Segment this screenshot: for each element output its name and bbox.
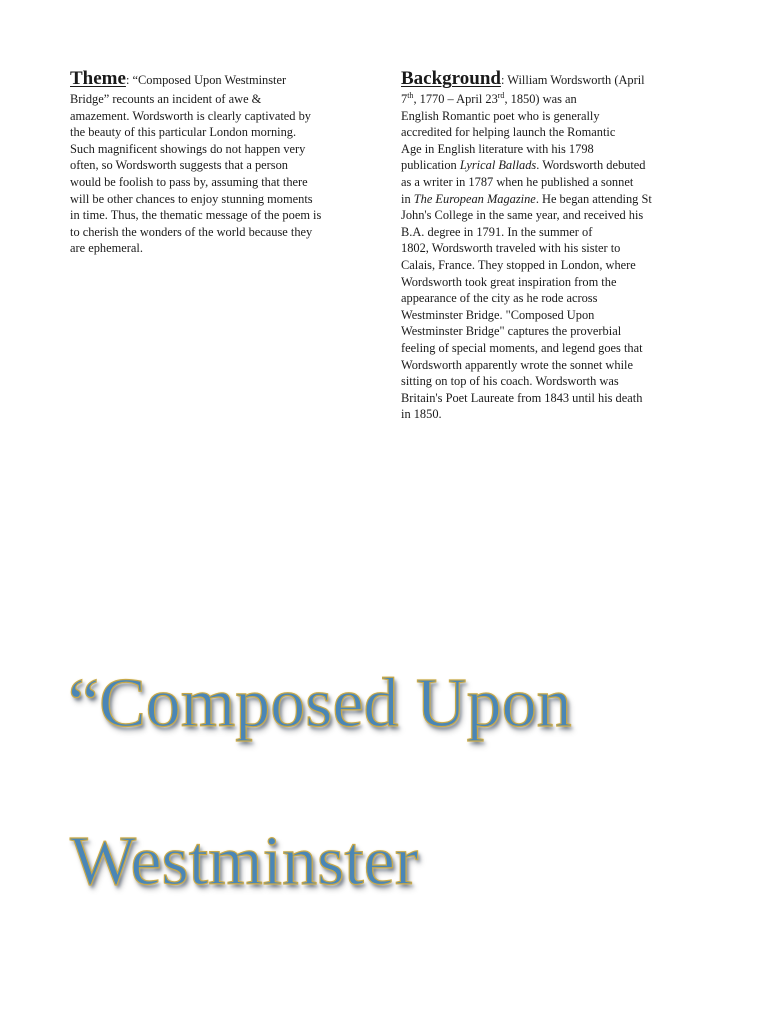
theme-line-0: “Composed Upon Westminster: [129, 73, 287, 87]
background-first-line: [401, 68, 697, 91]
theme-line-5: often, so Wordsworth suggests that a person: [70, 158, 288, 173]
background-line-6: [401, 157, 697, 174]
theme-line-8: in time. Thus, the thematic message of the poem is: [70, 208, 322, 223]
theme-line-1: Bridge” recounts an incident of awe &: [70, 92, 262, 106]
background-section: [401, 68, 697, 423]
background-line-1: William Wordsworth (April: [504, 73, 645, 87]
theme-line-4: Such magnificent showings do not happen very: [70, 141, 306, 156]
background-line-5: Age in English literature with his 1798: [401, 141, 594, 156]
background-line-19: sitting on top of his coach. Wordsworth was: [401, 374, 619, 389]
theme-line-7: will be other chances to enjoy stunning moments: [70, 191, 313, 206]
magazine-suffix: . He began attending St: [535, 191, 652, 206]
ordinal-suffix-death: rd: [497, 90, 505, 100]
theme-heading: Theme: [70, 68, 126, 89]
background-line-8: [401, 191, 697, 208]
theme-colon: :: [125, 73, 130, 87]
background-line-20: Britain's Poet Laureate from 1843 until his death: [401, 390, 643, 405]
lyrical-ballads-title: Lyrical Ballads: [459, 158, 537, 173]
background-line-15: Westminster Bridge. "Composed Upon: [401, 307, 595, 322]
date-year-death: , 1850) was an: [504, 92, 577, 106]
background-line-10: B.A. degree in 1791. In the summer of: [401, 224, 593, 239]
publication-prefix: publication: [401, 158, 460, 173]
background-line-7: as a writer in 1787 when he published a sonnet: [401, 174, 634, 189]
background-line-17: feeling of special moments, and legend goes that: [401, 340, 643, 355]
background-line-11: 1802, Wordsworth traveled with his sister to: [401, 241, 621, 256]
background-line-16: Westminster Bridge" captures the proverbial: [401, 324, 622, 339]
publication-suffix: . Wordsworth debuted: [536, 158, 646, 173]
background-line-14: appearance of the city as he rode across: [401, 291, 598, 306]
background-line-13: Wordsworth took great inspiration from the: [401, 274, 617, 289]
theme-line-3: the beauty of this particular London morning.: [70, 125, 297, 140]
theme-line-2: amazement. Wordsworth is clearly captivated by: [70, 108, 311, 123]
background-line-3: English Romantic poet who is generally: [401, 108, 600, 123]
poem-title-line-2: Westminster: [70, 823, 419, 900]
ordinal-suffix-birth: th: [407, 90, 414, 100]
theme-section: [70, 68, 370, 257]
background-line-9: John's College in the same year, and received his: [401, 208, 644, 223]
background-line-18: Wordsworth apparently wrote the sonnet while: [401, 357, 633, 372]
background-colon: :: [500, 73, 505, 87]
theme-line-9: to cherish the wonders of the world because they: [70, 224, 313, 239]
poem-title-line-1: “Composed Upon: [68, 665, 572, 742]
background-line-2: [401, 91, 697, 108]
background-line-12: Calais, France. They stopped in London, where: [401, 257, 636, 272]
date-range-text: , 1770 – April 23: [413, 92, 498, 106]
background-line-4: accredited for helping launch the Romantic: [401, 125, 616, 140]
theme-first-line: [70, 68, 370, 91]
background-heading: Background: [401, 68, 501, 89]
background-line-21: in 1850.: [401, 407, 442, 422]
european-magazine-title: The European Magazine: [413, 191, 536, 206]
date-day-birth: 7: [401, 92, 408, 106]
theme-line-6: would be foolish to pass by, assuming that there: [70, 174, 308, 189]
theme-line-10: are ephemeral.: [70, 241, 143, 256]
magazine-prefix: in: [401, 191, 414, 206]
